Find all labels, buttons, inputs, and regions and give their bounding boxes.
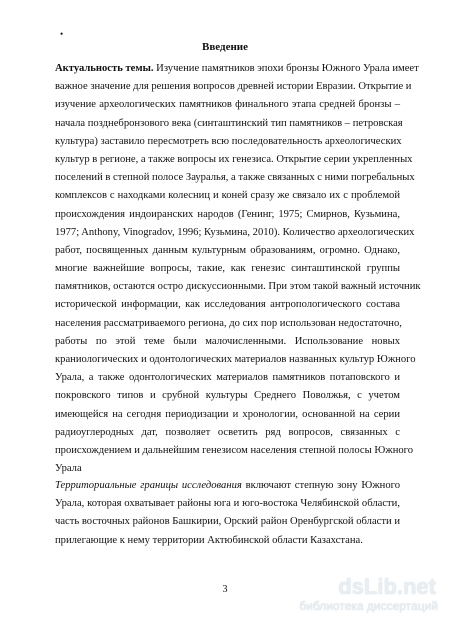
paragraph-line: памятников, остаются остро дискуссионными. При этом такой важный источник xyxy=(55,281,421,293)
paragraph-line: многие важнейшие вопросы, такие, как генезис синташтинской группы xyxy=(55,263,400,275)
paragraph-line: комплексов с находками колесниц и коней сразу же связало их с проблемой xyxy=(55,190,400,202)
watermark xyxy=(270,575,440,615)
paragraph-relevance xyxy=(55,60,421,478)
paragraph-line: Актуальность темы. Изучение памятников эпохи бронзы Южного Урала имеет xyxy=(55,63,419,74)
paragraph-line: краниологических и одонтологических материалов названных культур Южного xyxy=(55,354,416,365)
paragraph-lead: Актуальность темы. xyxy=(55,63,154,74)
paragraph-line: поселений в степной полосе Зауралья, а также связанных с ними погребальных xyxy=(55,172,415,184)
paragraph-lead: Территориальные границы исследования xyxy=(55,480,242,491)
paragraph-territory xyxy=(55,477,400,550)
paragraph-line: важное значение для решения вопросов древней истории Евразии. Открытие и xyxy=(55,81,412,93)
watermark-brand: dsLib.net xyxy=(338,574,436,599)
watermark-subtitle: библиотека диссертаций xyxy=(299,599,438,613)
paragraph-line: прилегающие к нему территории Актюбинской области Казахстана. xyxy=(55,534,363,546)
paragraph-line: происхождения индоиранских народов (Генинг, 1975; Смирнов, Кузьмина, xyxy=(55,208,400,220)
paragraph-line: 1977; Anthony, Vinogradov, 1996; Кузьмина, 2010). Количество археологических xyxy=(55,226,415,238)
paragraph-line: культура) заставило пересмотреть всю последовательность археологических xyxy=(55,135,402,147)
paragraph-line: Урала, которая охватывает районы юга и юго-востока Челябинской области, xyxy=(55,498,400,510)
paragraph-line: работы по этой теме были малочисленными. Использование новых xyxy=(55,335,400,347)
paragraph-line: происхождением и дальнейшим генезисом населения степной полосы Южного xyxy=(55,444,414,456)
paragraph-line: часть восточных районов Башкирии, Орский район Оренбургской области и xyxy=(55,516,400,528)
paragraph-line: Урала xyxy=(55,463,82,475)
paragraph-line: покровского типов и срубной культуры Среднего Поволжья, с учетом xyxy=(55,390,400,402)
paragraph-line: изучение археологических памятников финального этапа средней бронзы – xyxy=(55,99,400,111)
paragraph-line: исторической информации, как исследования антропологического состава xyxy=(55,299,400,311)
paragraph-line: Урала, а также одонтологических материалов памятников потаповского и xyxy=(55,372,400,384)
paragraph-line: культур в регионе, а также вопросы их генезиса. Открытие серии укрепленных xyxy=(55,153,413,165)
paragraph-line: Территориальные границы исследования включают степную зону Южного xyxy=(55,480,401,491)
paragraph-line: населения рассматриваемого региона, до сих пор использован недостаточно, xyxy=(55,317,402,329)
paragraph-line: работ, посвященных данным культурным образованиям, огромно. Однако, xyxy=(55,244,400,256)
page-heading: Введение xyxy=(201,41,249,53)
corner-mark: • xyxy=(60,29,64,39)
paragraph-line: имеющейся на сегодня периодизации и хронологии, основанной на серии xyxy=(55,408,400,420)
paragraph-line: начала позднебронзового века (синташтинский тип памятников – петровская xyxy=(55,117,403,129)
page-number: 3 xyxy=(222,584,228,595)
paragraph-line: радиоуглеродных дат, позволяет осветить ряд вопросов, связанных с xyxy=(55,426,400,438)
